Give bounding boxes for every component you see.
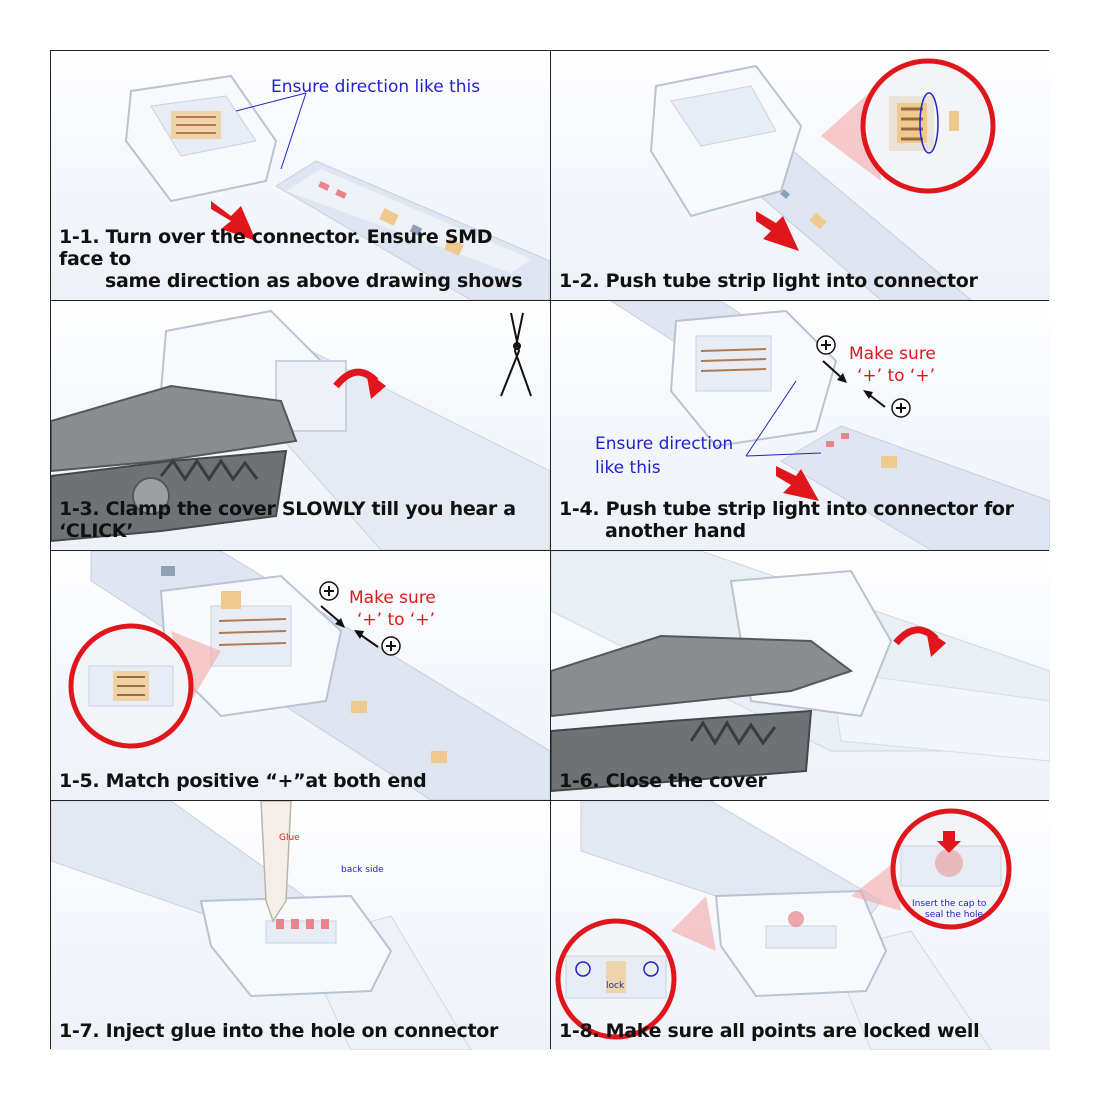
step-1-2-panel xyxy=(551,51,1050,300)
direction-annotation-line1: Ensure direction xyxy=(595,434,734,454)
plus-to-plus-label: ‘+’ to ‘+’ xyxy=(857,366,935,386)
step-1-3-panel xyxy=(51,301,550,550)
step-1-8-panel xyxy=(551,801,1050,1050)
lock-label: lock xyxy=(606,981,625,991)
back-side-label: back side xyxy=(341,865,384,875)
connector xyxy=(201,896,391,996)
plier-jaws xyxy=(551,636,851,791)
step-1-4-caption-line1: 1-4. Push tube strip light into connector for xyxy=(559,498,1014,520)
step-1-8-caption: 1-8. Make sure all points are locked well xyxy=(559,1020,980,1042)
step-1-7-caption: 1-7. Inject glue into the hole on connector xyxy=(59,1020,499,1042)
make-sure-label: Make sure xyxy=(849,344,936,364)
step-1-8-illustration xyxy=(551,801,1050,1050)
connector xyxy=(716,891,886,996)
plier-icon xyxy=(501,313,531,396)
step-1-4-caption xyxy=(559,498,1042,542)
cap-note-line1: Insert the cap to xyxy=(912,899,987,909)
step-1-1-caption-line1: 1-1. Turn over the connector. Ensure SMD face to xyxy=(59,226,493,270)
direction-annotation: Ensure direction like this xyxy=(271,77,481,97)
connector xyxy=(126,76,276,201)
cap-note-line2: seal the hole xyxy=(925,910,983,920)
step-1-7-panel xyxy=(51,801,550,1050)
step-1-2-illustration xyxy=(551,51,1050,300)
step-1-7-illustration xyxy=(51,801,550,1050)
glue-label: Glue xyxy=(279,833,300,843)
step-1-1-caption xyxy=(59,226,542,292)
step-1-3-caption: 1-3. Clamp the cover SLOWLY till you hear a ‘CLICK’ xyxy=(59,498,516,542)
step-1-4-panel xyxy=(551,301,1050,550)
step-1-6-caption: 1-6. Close the cover xyxy=(559,770,767,792)
step-1-5-illustration xyxy=(51,551,550,800)
connector xyxy=(671,311,836,446)
instruction-grid xyxy=(50,50,1049,1049)
step-1-4-caption-line2: another hand xyxy=(605,520,746,542)
step-1-5-caption: 1-5. Match positive “+”at both end xyxy=(59,770,427,792)
step-1-1-panel xyxy=(51,51,550,300)
step-1-6-illustration xyxy=(551,551,1050,800)
magnifier-circle-icon xyxy=(863,61,993,191)
magnifier-circle-icon xyxy=(71,626,191,746)
step-1-2-caption: 1-2. Push tube strip light into connector xyxy=(559,270,978,292)
plus-to-plus-label: ‘+’ to ‘+’ xyxy=(357,610,435,630)
step-1-5-panel xyxy=(51,551,550,800)
step-1-6-panel xyxy=(551,551,1050,800)
step-1-1-caption-line2: same direction as above drawing shows xyxy=(105,270,523,292)
plus-circle-icon xyxy=(863,390,910,417)
make-sure-label: Make sure xyxy=(349,588,436,608)
zoom-beam-left xyxy=(671,896,716,951)
direction-annotation-line2: like this xyxy=(595,458,661,478)
